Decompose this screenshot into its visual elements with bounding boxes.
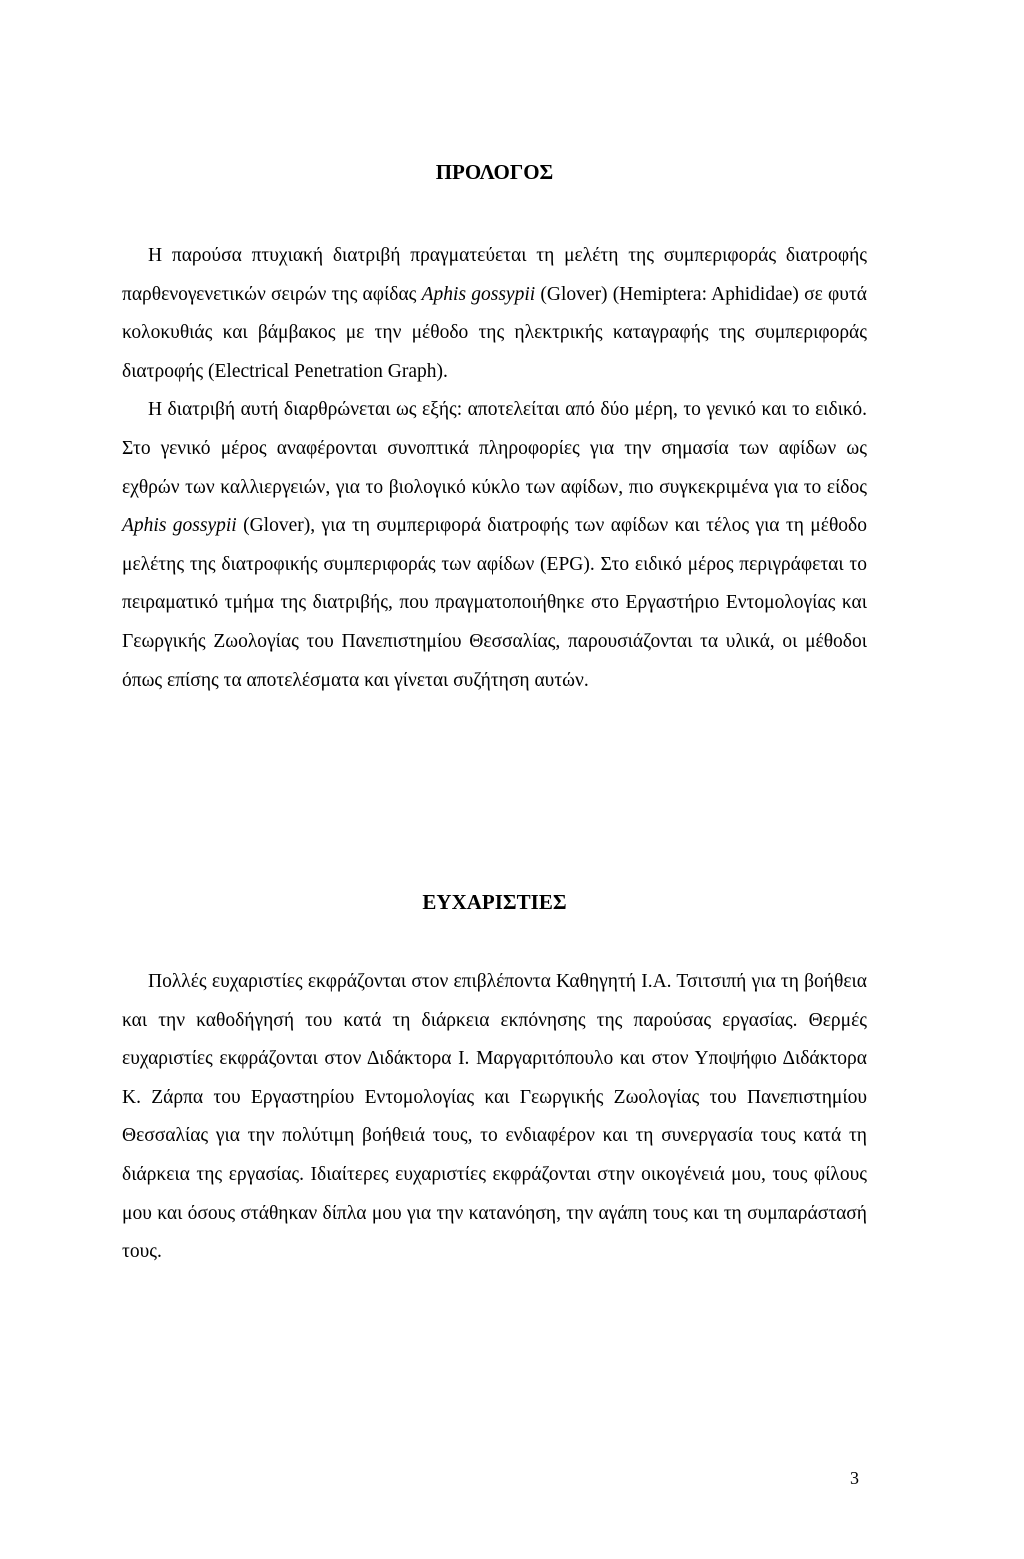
prologue-paragraph-2 [122,391,867,700]
page-number: 3 [850,1468,859,1488]
species-name: Aphis gossypii [421,283,536,305]
acknowledgements-heading: ΕΥΧΑΡΙΣΤΙΕΣ [422,890,567,914]
prologue-section [122,237,867,700]
species-name: Aphis gossypii [122,515,237,537]
acknowledgements-paragraph: Πολλές ευχαριστίες εκφράζονται στον επιβλέποντα Καθηγητή Ι.Α. Τσιτσιπή για τη βοήθεια και την καθοδήγησή του κατά τη διάρκεια εκπόνησης της παρούσας εργασίας. Θερμές ευχαριστίες εκφράζονται στον Διδάκτορα Ι. Μαργαριτόπουλο και στον Υποψήφιο Διδάκτορα Κ. Ζάρπα του Εργαστηρίου Εντομολογίας και Γεωργικής Ζωολογίας του Πανεπιστημίου Θεσσαλίας για την πολύτιμη βοήθειά τους, το ενδιαφέρον και τη συνεργασία τους κατά τη διάρκεια της εργασίας. Ιδιαίτερες ευχαριστίες εκφράζονται στην οικογένειά μου, τους φίλους μου και όσους στάθηκαν δίπλα μου για την κατανόηση, την αγάπη τους και τη συμπαράστασή τους. [122,971,867,1263]
prologue-heading: ΠΡΟΛΟΓΟΣ [435,160,554,184]
prologue-paragraph-1 [122,237,867,391]
prologue-p2-text-2: (Glover), για τη συμπεριφορά διατροφής των αφίδων και τέλος για τη μέθοδο μελέτης της διατροφικής συμπεριφοράς των αφίδων (EPG). Στο ειδικό μέρος περιγράφεται το πειραματικό τμήμα της διατριβής, που πραγματοποιήθηκε στο Εργαστήριο Εντομολογίας και Γεωργικής Ζωολογίας του Πανεπιστημίου Θεσσαλίας, παρουσιάζονται τα υλικά, οι μέθοδοι όπως επίσης τα αποτελέσματα και γίνεται συζήτηση αυτών. [122,515,867,691]
prologue-p1-text-1: Η παρούσα πτυχιακή διατριβή πραγματεύεται τη μελέτη της συμπεριφοράς διατροφής παρθενογενετικών σειρών της αφίδας [122,245,867,305]
acknowledgements-section [122,963,867,1272]
prologue-p2-text-1: Η διατριβή αυτή διαρθρώνεται ως εξής: αποτελείται από δύο μέρη, το γενικό και το ειδικό. Στο γενικό μέρος αναφέρονται συνοπτικά πληροφορίες για την σημασία των αφίδων ως εχθρών των καλλιεργειών, για το βιολογικό κύκλο των αφίδων, πιο συγκεκριμένα για το είδος [122,399,867,498]
prologue-p1-text-2: (Glover) (Hemiptera: Aphididae) σε φυτά κολοκυθιάς και βάμβακος με την μέθοδο της ηλεκτρικής καταγραφής της συμπεριφοράς διατροφής (Electrical Penetration Graph). [122,283,867,382]
